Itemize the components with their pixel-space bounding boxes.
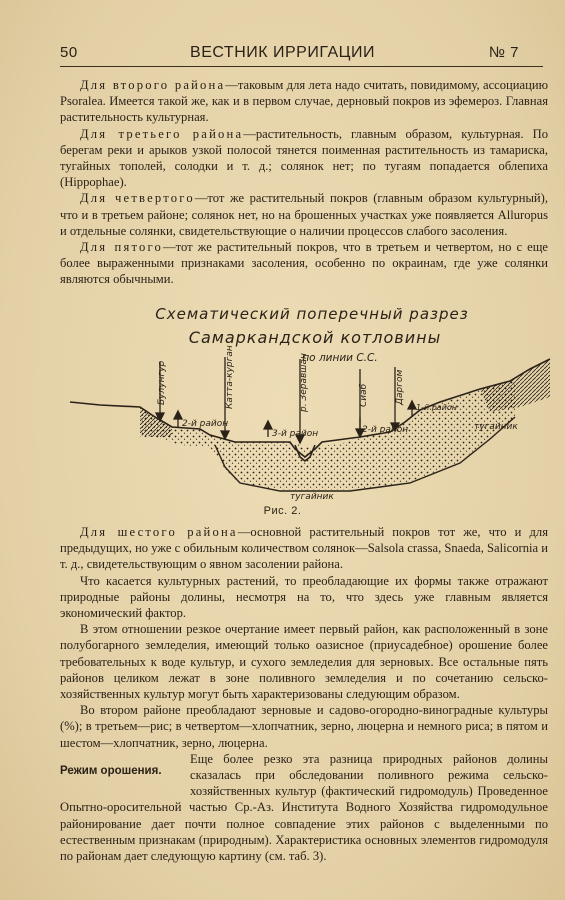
paragraph-body: Что касается культурных растений, то преобладающие их формы также отражают природные районы долины, несмотря на то, что здесь уже главным является экономический фактор. xyxy=(60,573,548,621)
paragraph-crops xyxy=(60,573,548,622)
label-zeravshan: р. Зеравшан xyxy=(299,353,309,412)
label-district-2-right: 2-й район xyxy=(362,425,409,435)
paragraph-body: Во втором районе преобладают зерновые и садово-огородно-виноградные культуры (%); в третьем—рис; в четвертом—хлопчатник, зерно, люцерна и немного риса; в пятом и шестом—хлопчатник, зерно, люцерна. xyxy=(60,703,548,750)
paragraph-lead: Для третьего района xyxy=(80,126,244,141)
paragraph-body: В этом отношении резкое очертание имеет первый район, как расположенный в зоне полубогарного земледелия, имеющий только оазисное (приусадебное) орошение более требовательных к воде культур, и сухого земледелия для зерновых. Все остальные пять районов целиком лежат в зоне поливного земледелия и по сочетанию сельско-хозяйственных культур могут быть характеризованы следующим образом. xyxy=(60,622,548,702)
paragraph-district-2 xyxy=(60,77,548,126)
issue-number: № 7 xyxy=(488,44,519,61)
label-district-2-left: 2-й район xyxy=(182,419,229,429)
paragraph-lead: Для второго района xyxy=(80,78,226,92)
label-district-3: 3-й район xyxy=(272,429,319,439)
paragraph-district-5 xyxy=(60,239,548,288)
label-district-1: 1-й район xyxy=(416,403,458,412)
paragraph-first-district xyxy=(60,621,548,702)
figure-caption: Рис. 2. xyxy=(263,505,302,517)
top-text-block xyxy=(60,77,548,288)
figure-title-line2: Самаркандской котловины xyxy=(188,328,442,347)
figure-title-line1: Схематический поперечный разрез xyxy=(155,305,469,323)
bottom-text-block xyxy=(60,524,548,864)
page-header xyxy=(30,44,535,66)
paragraph-second-district xyxy=(60,702,548,751)
paragraph-body: —таковым для лета надо считать, повидимому, ассоциацию Psoralea. Имеется такой же, как и в первом случае, дерновый покров из эфемероз. Главная растительность культурная. xyxy=(60,78,549,125)
paragraph-district-3 xyxy=(60,126,548,191)
label-tugainik-bottom: тугайник xyxy=(290,492,334,502)
cross-section-diagram xyxy=(60,297,560,512)
section-heading: Режим орошения. xyxy=(60,764,162,777)
paragraph-lead: Для четвертого xyxy=(80,191,195,206)
paragraph-irrigation-regime xyxy=(60,751,548,864)
section-body: Еще более резко эта разница природных районов долины сказалась при обследовании поливного режима сельско-хозяйственных культур (фактический гидромодуль) Проведенное Опытно-оросительной частью Ср.-Аз. Института Водного Хозяйства гидромодульное районирование дает почти полное совпадение этих районов с выделенными по естественным признакам (природным). Характеристика основных элементов гидромодуля по районам дает следующую картину (см. таб. 3). xyxy=(60,751,548,864)
paragraph-body: —тот же растительный покров, что в третьем и четвертом, но с еще более выраженными признаками засоления, особенно по окраинам, где уже солянки являются обычными. xyxy=(60,240,548,287)
label-dargom: Даргом xyxy=(395,369,405,405)
label-bulungur: Булунгур xyxy=(157,360,167,405)
paragraph-district-6 xyxy=(60,524,548,573)
label-katta-kurgan: Катта-курган xyxy=(225,345,235,409)
paragraph-body: —растительность, главным образом, культурная. По берегам реки и арыков узкой полосой тянется поименная растительность из тамариска, тугайных тополей, солодки и т. д.; солянок нет; по тугаям попадается облепиха (Hippophae). xyxy=(60,126,549,190)
paragraph-lead: Для шестого района xyxy=(80,525,238,539)
journal-title: ВЕСТНИК ИРРИГАЦИИ xyxy=(190,44,375,61)
paragraph-body: —основной растительный покров тот же, что и для предыдущих, но уже с обильным количеством солянок—Salsola crassa, Snaeda, Salicornia и т. д., свидетельствующим о явном засолении района. xyxy=(60,525,548,572)
figure-title-line3: по линии С.С. xyxy=(302,352,378,364)
ground-fill xyxy=(140,381,515,490)
label-tugainik-right: тугайник xyxy=(474,422,518,432)
label-siab: Сиаб xyxy=(359,383,369,407)
paragraph-body: —тот же растительный покров (главным образом культурный), что и в третьем районе; солянок нет, но на брошенных участках уже появляется Allurорus и отдельные солянки, свидетельствующие о наличии процессов слабого засоления. xyxy=(60,191,548,238)
paragraph-lead: Для пятого xyxy=(80,240,164,255)
paragraph-district-4 xyxy=(60,190,548,239)
page-number: 50 xyxy=(60,44,78,61)
header-rule xyxy=(60,66,543,67)
tugai-hatch-left xyxy=(140,407,172,437)
